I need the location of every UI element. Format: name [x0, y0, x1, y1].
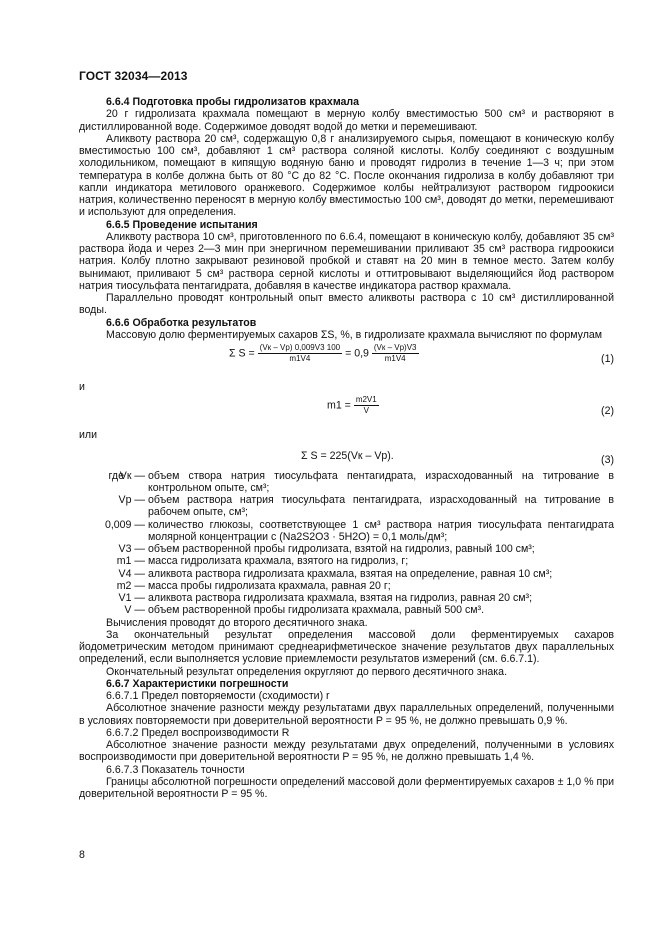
definition-symbol: Vк — [119, 469, 145, 482]
definition-row [79, 494, 614, 519]
definition-where: где [108, 469, 124, 482]
definition-symbol: 0,009 — [104, 518, 145, 531]
formula-number: (1) [601, 353, 614, 365]
conjunction-text: или [79, 429, 98, 442]
formula-3 [79, 444, 614, 468]
fraction-numerator: (Vк – Vр) 0,009V3 100 [259, 343, 341, 352]
page-number: 8 [79, 849, 85, 861]
definition-text: масса пробы гидролизата крахмала, равная 20 г; [148, 579, 391, 592]
definition-row [79, 592, 614, 604]
definition-symbol: V — [124, 604, 145, 617]
definition-text: объем створа натрия тиосульфата пентагидрата, израсходованный на титрование в контрольном опыте, см³; [148, 469, 614, 494]
definition-row [79, 470, 614, 495]
paragraph: Массовую долю ферментируемых сахаров ΣS, %, в гидролизате крахмала вычисляют по формулам [106, 328, 603, 341]
definition-text: количество глюкозы, соответствующее 1 см³ раствора натрия тиосульфата пентагидрата молярной концентрации с (Na2S2O3 · 5H2O) = 0,1 моль/дм³; [148, 518, 614, 543]
formula-fraction [354, 395, 379, 416]
formula-2 [79, 395, 614, 425]
paragraph: Аликвоту раствора 10 см³, приготовленного по 6.6.4, помещают в коническую колбу, добавляют 35 см³ раствора йода и через 2—3 мин при энергичном перемешивании приливают 35 см³ раствора гидроокиси натрия. Колбу плотно закрывают резиновой пробкой и ставят на 20 мин в темное место. Затем колбу вынимают, приливают 5 см³ раствора серной кислоты и оттитровывают выделяющийся йод раствором натрия тиосульфата пентагидрата, добавляя в качестве индикатора раствор крахмала. [79, 230, 614, 292]
paragraph: 20 г гидролизата крахмала помещают в мерную колбу вместимостью 500 см³ и растворяют в дистиллированной воде. Содержимое доводят водой до метки и перемешивают. [79, 108, 614, 133]
fraction-numerator: (Vк – Vр)V3 [373, 343, 417, 352]
paragraph: Окончательный результат определения округляют до первого десятичного знака. [106, 665, 508, 678]
definition-symbol: m1 — [116, 555, 145, 568]
conjunction-text: и [79, 381, 85, 393]
definition-text: объем растворенной пробы гидролизата крахмала, равный 500 см³. [148, 604, 485, 617]
definition-symbol: V1 — [118, 592, 145, 604]
section-heading-6-6-4: 6.6.4 Подготовка пробы гидролизатов крахмала [106, 96, 360, 108]
fraction-denominator: m1V4 [384, 354, 406, 363]
formula-number: (3) [601, 453, 614, 466]
fraction-denominator: V [363, 406, 369, 416]
formula-lhs: m1 = [327, 399, 351, 412]
definition-text: масса гидролизата крахмала, взятого на гидролиз, г; [148, 555, 409, 568]
formula-middle: = 0,9 [345, 347, 369, 360]
section-heading-6-6-5: 6.6.5 Проведение испытания [106, 218, 258, 231]
fraction-denominator: m1V4 [289, 354, 311, 363]
definition-text: аликвота раствора гидролизата крахмала, взятая на определение, равная 10 см³; [148, 567, 553, 580]
section-heading-6-6-7: 6.6.7 Характеристики погрешности [106, 677, 289, 690]
paragraph: Абсолютное значение разности между результатами двух параллельных определений, полученными в условиях повторяемости при доверительной вероятности P = 95 %, не должно превышать 0,9 %. [79, 702, 614, 727]
paragraph: Вычисления проводят до второго десятичного знака. [106, 616, 368, 629]
formula-lhs: Σ S = [229, 347, 255, 360]
paragraph: Границы абсолютной погрешности определений массовой доли ферментируемых сахаров ± 1,0 % при доверительной вероятности P = 95 %. [79, 775, 614, 800]
paragraph: Абсолютное значение разности между результатами двух определений, полученными в условиях воспроизводимости при доверительной вероятности P = 95 %, не должно превышать 1,4 %. [79, 739, 614, 764]
subsection-title: 6.6.7.2 Предел воспроизводимости R [106, 726, 290, 739]
definition-symbol: Vр — [118, 494, 145, 506]
paragraph: Аликвоту раствора 20 см³, содержащую 0,8 г анализируемого сырья, помещают в коническую колбу вместимостью 100 см³, добавляют 1 см³ раствора соляной кислоты. Колбу соединяют с воздушным холодильником, помещают в кипящую водяную баню и проводят гидролиз в течение 1—3 ч; при этом температура в колбе должна быть от 80 °С до 82 °С. После окончания гидролиза в колбу добавляют три капли индикатора метилового оранжевого. Содержимое колбы нейтрализуют раствором гидроокиси натрия, количественно переносят в мерную колбу вместимостью 100 см³, доводят до метки, перемешивают и используют для определения. [79, 132, 614, 219]
fraction-numerator: m2V1 [355, 395, 377, 405]
definition-text: объем раствора натрия тиосульфата пентагидрата, израсходованный на титрование в рабочем опыте, см³; [148, 494, 614, 519]
definition-text: объем растворенной пробы гидролизата, взятой на гидролиз, равный 100 см³; [148, 543, 535, 555]
formula-fraction [258, 343, 342, 364]
subsection-title: 6.6.7.3 Показатель точности [106, 763, 245, 776]
definition-symbol: m2 — [116, 579, 145, 592]
definition-row [79, 604, 614, 616]
paragraph: Параллельно проводят контрольный опыт вместо аликвоты раствора с 10 см³ дистиллированной воды. [79, 292, 614, 317]
formula-1 [79, 343, 614, 377]
definition-row [79, 555, 614, 567]
definition-text: аликвота раствора гидролизата крахмала, взятая на гидролиз, равная 20 см³; [148, 592, 533, 604]
definition-row [79, 519, 614, 544]
subsection-title: 6.6.7.1 Предел повторяемости (сходимости) r [106, 690, 330, 702]
definition-symbol: V3 — [118, 543, 145, 555]
definition-row [79, 543, 614, 555]
section-heading-6-6-6: 6.6.6 Обработка результатов [106, 316, 257, 329]
document-body [79, 92, 614, 800]
definitions-list [79, 470, 614, 617]
formula-text: Σ S = 225(Vк – Vр). [301, 449, 394, 462]
definition-row [79, 568, 614, 580]
definition-row [79, 580, 614, 592]
definition-symbol: V4 — [118, 567, 145, 580]
document-header: ГОСТ 32034—2013 [79, 69, 188, 83]
paragraph: За окончательный результат определения массовой доли ферментируемых сахаров йодометрическим методом принимают среднеарифметическое значение результатов двух параллельных определений, если выполняется условие приемлемости результатов измерений (см. 6.6.7.1). [79, 628, 614, 666]
formula-number: (2) [601, 405, 614, 418]
formula-fraction [372, 343, 419, 364]
